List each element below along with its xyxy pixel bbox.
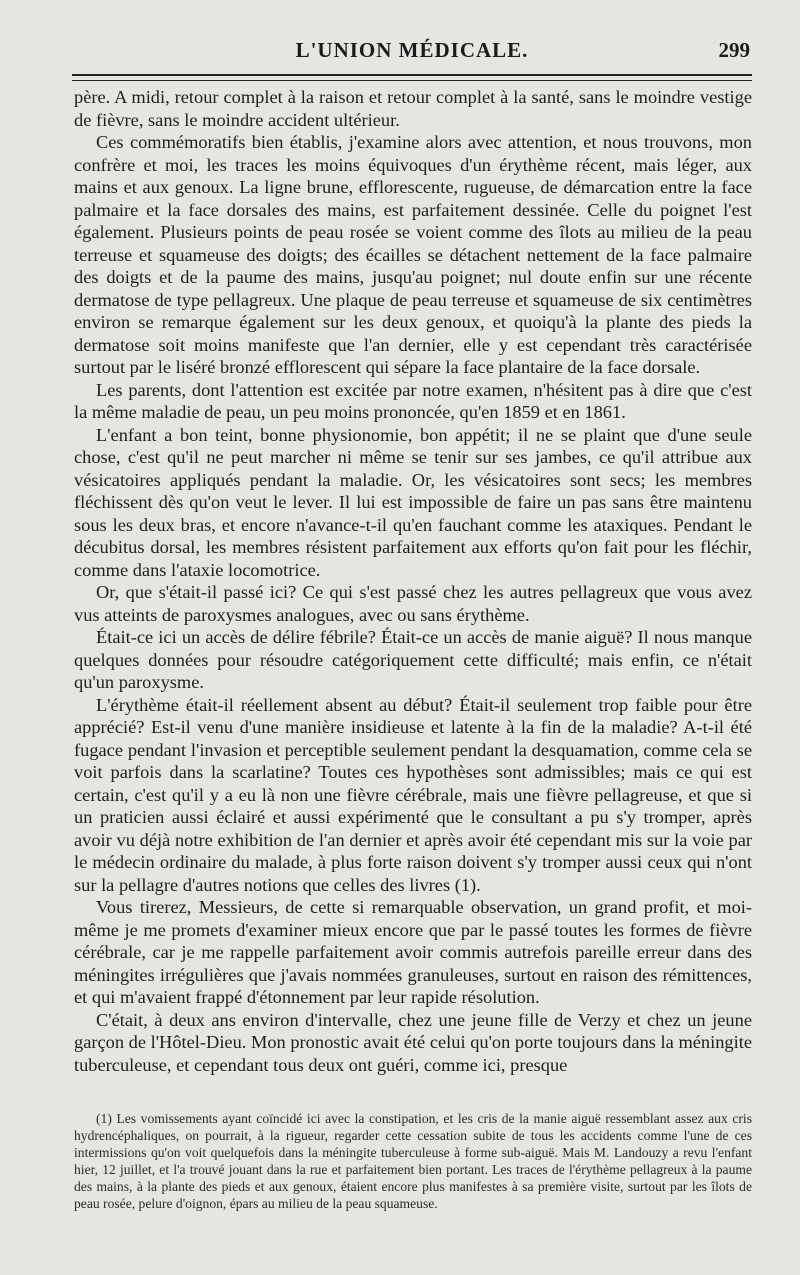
header-rule-thin bbox=[72, 80, 752, 81]
header-rule bbox=[72, 74, 752, 76]
page-number: 299 bbox=[718, 38, 750, 62]
paragraph: L'enfant a bon teint, bonne physionomie, bon appétit; il ne se plaint que d'une seule chose, c'est qu'il ne peut marcher ni même se tenir sur ses jambes, ce qu'il attribue aux vésicatoires appliqués pendant la maladie. Or, les vésicatoires sont secs; les membres fléchissent dès qu'on veut le lever. Il lui est impossible de faire un pas sans être maintenu sous les deux bras, et encore n'avance-t-il qu'en fauchant comme les ataxiques. Pendant le décubitus dorsal, les membres résistent parfaitement aux efforts qu'on fait pour les fléchir, comme dans l'ataxie locomotrice. bbox=[74, 424, 752, 580]
body-text bbox=[74, 86, 752, 1076]
paragraph: Ces commémoratifs bien établis, j'examine alors avec attention, et nous trouvons, mon confrère et moi, les traces les moins équivoques d'un érythème récent, mais léger, aux mains et aux genoux. La ligne brune, efflorescente, rugueuse, de démarcation entre la face palmaire et la face dorsales des mains, est parfaitement dessinée. Celle du poignet l'est également. Plusieurs points de peau rosée se voient comme des îlots au milieu de la peau terreuse et squameuse des doigts; des écailles se détachent nettement de la face palmaire des doigts et de la paume des mains, jusqu'au poignet; nul doute enfin sur une récente dermatose de type pellagreux. Une plaque de peau terreuse et squameuse de six centimètres environ se remarque également sur les deux genoux, et quoiqu'à la plante des pieds la dermatose soit moins manifeste que l'an dernier, elle y est cependant très caractérisée surtout par le liséré bronzé efflorescent qui sépare la face plantaire de la face dorsale. bbox=[74, 132, 752, 377]
footnote: (1) Les vomissements ayant coïncidé ici avec la constipation, et les cris de la manie aiguë ressemblant assez aux cris hydrencéphaliques, on pourrait, à la rigueur, regarder cette cessation subite de tous les accidents comme l'une de ces intermissions qu'on voit quelquefois dans la méningite tuberculeuse à forme sub-aiguë. Mais M. Landouzy a revu l'enfant hier, 12 juillet, et l'a trouvé jouant dans la rue et parfaitement bien portant. Les traces de l'érythème pellagreux à la paume des mains, à la plante des pieds et aux genoux, étaient encore plus manifestes à sa première visite, surtout par les îlots de peau rosée, pelure d'oignon, épars au milieu de la peau squameuse. bbox=[74, 1111, 752, 1211]
paragraph: L'érythème était-il réellement absent au début? Était-il seulement trop faible pour être apprécié? Est-il venu d'une manière insidieuse et latente à la fin de la maladie? A-t-il été fugace pendant l'invasion et perceptible seulement pendant la desquamation, comme cela se voit parfois dans la scarlatine? Toutes ces hypothèses sont admissibles; mais ce qui est certain, c'est qu'il y a eu là non une fièvre cérébrale, mais une fièvre pellagreuse, et que si un praticien aussi éclairé et aussi expérimenté que le consultant a pu s'y tromper, après avoir vu déjà notre exhibition de l'an dernier et après avoir été cependant mis sur la voie par le médecin ordinaire du malade, à plus forte raison doivent s'y tromper aussi ceux qui n'ont sur la pellagre d'autres notions que celles des livres (1). bbox=[74, 694, 752, 895]
paragraph: Était-ce ici un accès de délire fébrile? Était-ce un accès de manie aiguë? Il nous manque quelques données pour résoudre catégoriquement cette difficulté; mais enfin, ce n'était qu'un paroxysme. bbox=[74, 627, 752, 692]
paragraph: père. A midi, retour complet à la raison et retour complet à la santé, sans le moindre vestige de fièvre, sans le moindre accident ultérieur. bbox=[74, 87, 752, 130]
paragraph: C'était, à deux ans environ d'intervalle, chez une jeune fille de Verzy et chez un jeune garçon de l'Hôtel-Dieu. Mon pronostic avait été celui qu'on porte toujours dans la méningite tuberculeuse, et cependant tous deux ont guéri, comme ici, presque bbox=[74, 1009, 752, 1075]
paragraph: Vous tirerez, Messieurs, de cette si remarquable observation, un grand profit, et moi-même je me promets d'examiner mieux encore que par le passé toutes les formes de fièvre cérébrale, car je me rappelle parfaitement avoir commis autrefois pareille erreur dans des méningites irrégulières que j'avais nommées granuleuses, surtout en raison des rémittences, et qui m'avaient frappé d'étonnement par leur rapide résolution. bbox=[74, 897, 752, 1007]
paragraph: Les parents, dont l'attention est excitée par notre examen, n'hésitent pas à dire que c'est la même maladie de peau, un peu moins prononcée, qu'en 1859 et en 1861. bbox=[74, 379, 752, 422]
footnotes bbox=[74, 1110, 752, 1212]
running-title: L'UNION MÉDICALE. bbox=[295, 38, 529, 62]
paragraph: Or, que s'était-il passé ici? Ce qui s'est passé chez les autres pellagreux que vous avez vus atteints de paroxysmes analogues, avec ou sans érythème. bbox=[74, 582, 752, 625]
page-header bbox=[72, 30, 752, 70]
